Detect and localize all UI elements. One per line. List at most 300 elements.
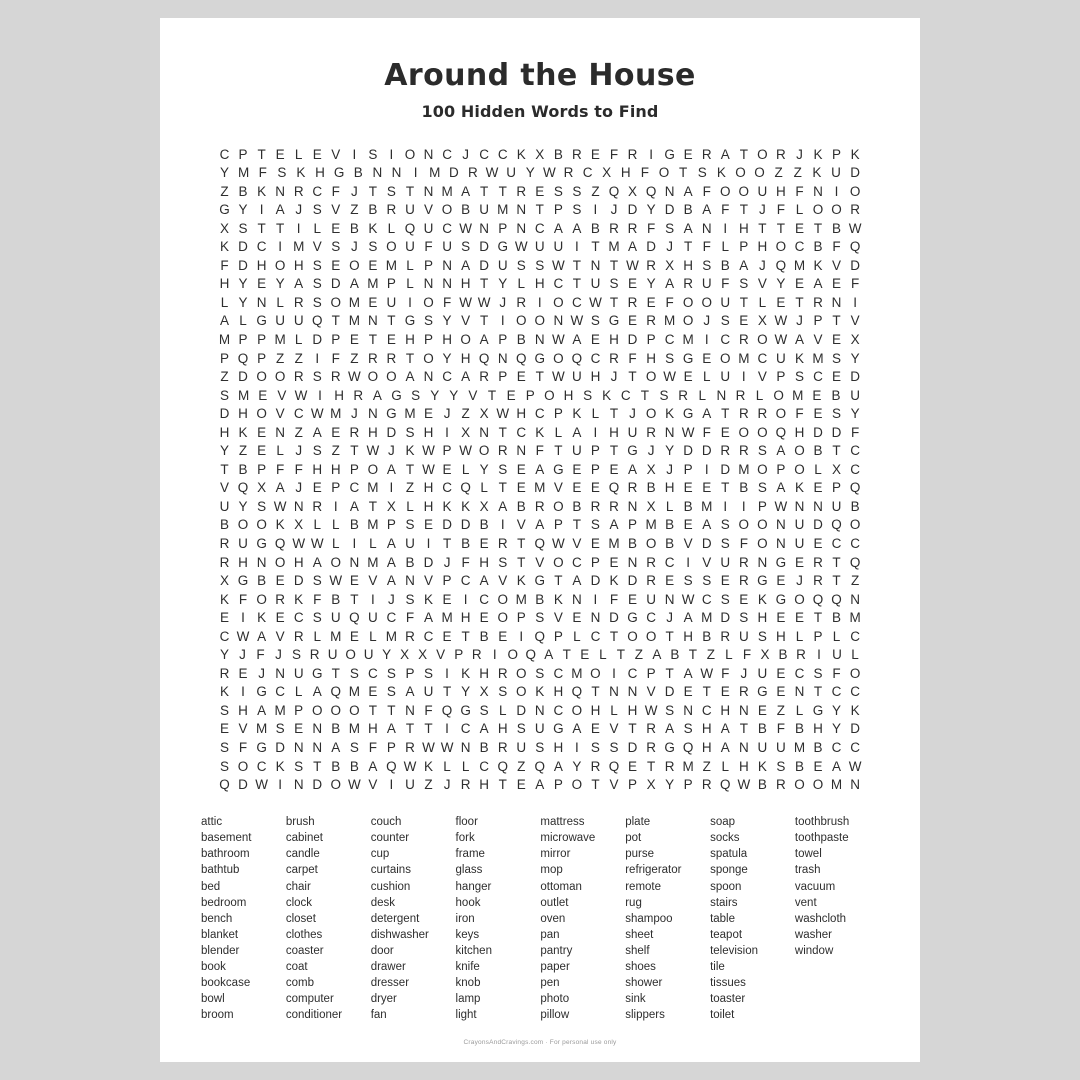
- grid-letter: F: [721, 276, 730, 292]
- grid-letter: O: [553, 294, 564, 310]
- grid-letter: O: [645, 536, 657, 551]
- grid-letter: I: [318, 387, 322, 403]
- grid-letter: E: [331, 257, 341, 273]
- grid-letter: D: [720, 461, 731, 477]
- grid-letter: E: [832, 276, 842, 292]
- word-list-item: television: [710, 944, 759, 957]
- grid-letter: A: [683, 220, 693, 236]
- grid-letter: E: [479, 536, 489, 551]
- grid-letter: C: [831, 684, 842, 700]
- grid-letter: M: [330, 406, 342, 422]
- grid-letter: U: [831, 498, 842, 514]
- grid-letter: J: [703, 313, 711, 329]
- grid-letter: W: [403, 758, 417, 774]
- grid-letter: B: [572, 498, 582, 514]
- grid-letter: T: [368, 183, 377, 199]
- grid-letter: K: [794, 350, 804, 366]
- grid-letter: B: [553, 146, 563, 162]
- grid-letter: T: [813, 220, 823, 236]
- grid-letter: S: [479, 702, 489, 718]
- grid-letter: S: [683, 573, 693, 589]
- grid-letter: C: [664, 554, 675, 570]
- grid-letter: D: [293, 573, 304, 589]
- word-list-item: spatula: [710, 848, 748, 861]
- grid-letter: P: [498, 220, 508, 236]
- grid-letter: T: [721, 480, 730, 496]
- grid-letter: P: [257, 461, 267, 477]
- grid-letter: S: [720, 591, 730, 607]
- grid-letter: R: [563, 165, 574, 181]
- grid-letter: O: [515, 684, 527, 700]
- grid-letter: I: [575, 239, 579, 255]
- grid-letter: H: [405, 331, 415, 347]
- grid-letter: C: [534, 220, 545, 236]
- grid-letter: L: [814, 461, 822, 477]
- grid-letter: O: [757, 461, 768, 477]
- grid-letter: P: [553, 406, 563, 422]
- grid-letter: A: [572, 573, 582, 589]
- grid-letter: H: [683, 257, 694, 273]
- grid-row: [216, 256, 864, 275]
- grid-letter: S: [219, 702, 229, 718]
- grid-letter: R: [497, 536, 508, 551]
- grid-letter: B: [757, 721, 767, 737]
- grid-letter: H: [368, 424, 378, 440]
- grid-letter: A: [535, 461, 545, 477]
- grid-letter: P: [454, 647, 464, 663]
- grid-letter: T: [832, 313, 841, 329]
- word-list-item: brush: [285, 816, 315, 829]
- grid-letter: F: [702, 239, 711, 255]
- grid-letter: D: [590, 573, 601, 589]
- grid-letter: J: [499, 294, 507, 310]
- grid-letter: H: [460, 350, 471, 366]
- grid-letter: E: [683, 517, 693, 533]
- grid-letter: N: [256, 554, 267, 570]
- grid-letter: S: [277, 165, 287, 181]
- grid-letter: S: [312, 276, 322, 292]
- grid-letter: J: [443, 777, 451, 793]
- grid-letter: N: [664, 424, 675, 440]
- grid-letter: R: [813, 294, 823, 310]
- grid-letter: I: [352, 536, 357, 551]
- grid-letter: Z: [517, 758, 526, 774]
- grid-letter: E: [275, 573, 285, 589]
- grid-letter: K: [794, 480, 804, 496]
- grid-letter: N: [683, 702, 694, 718]
- grid-letter: J: [388, 591, 395, 607]
- grid-letter: A: [683, 665, 693, 681]
- grid-letter: C: [794, 239, 805, 255]
- grid-letter: M: [792, 387, 804, 403]
- grid-letter: I: [352, 146, 357, 162]
- grid-letter: E: [535, 183, 545, 199]
- grid-letter: T: [480, 183, 489, 199]
- grid-letter: T: [517, 554, 526, 570]
- grid-letter: E: [219, 721, 229, 737]
- grid-letter: N: [372, 165, 383, 181]
- grid-row: [216, 739, 864, 758]
- grid-letter: H: [442, 331, 452, 347]
- grid-letter: J: [666, 461, 673, 477]
- grid-letter: C: [553, 276, 564, 292]
- grid-letter: H: [423, 424, 434, 440]
- grid-letter: E: [258, 387, 268, 403]
- grid-letter: O: [497, 610, 508, 626]
- grid-letter: T: [813, 684, 823, 700]
- grid-letter: W: [459, 443, 472, 459]
- grid-letter: K: [535, 424, 545, 440]
- word-list-item: mop: [540, 864, 563, 877]
- grid-letter: H: [738, 758, 749, 774]
- grid-letter: H: [330, 461, 341, 477]
- grid-letter: G: [757, 684, 768, 700]
- grid-letter: N: [497, 350, 508, 366]
- grid-letter: C: [794, 665, 805, 681]
- word-list-item: outlet: [540, 896, 569, 909]
- grid-letter: U: [293, 313, 304, 329]
- grid-letter: O: [720, 183, 731, 199]
- grid-letter: T: [795, 294, 804, 310]
- grid-letter: V: [275, 628, 285, 644]
- grid-letter: L: [369, 628, 377, 644]
- grid-letter: E: [516, 369, 526, 385]
- grid-letter: H: [256, 257, 267, 273]
- grid-letter: B: [778, 647, 788, 663]
- grid-letter: Z: [591, 183, 600, 199]
- grid-letter: S: [535, 665, 545, 681]
- grid-letter: C: [572, 554, 582, 570]
- word-list-item: window: [794, 944, 834, 957]
- grid-letter: R: [720, 628, 731, 644]
- grid-letter: O: [757, 146, 768, 162]
- grid-letter: Q: [534, 758, 546, 774]
- grid-letter: F: [238, 591, 248, 607]
- grid-letter: G: [256, 740, 267, 756]
- grid-letter: P: [553, 628, 563, 644]
- grid-letter: D: [312, 777, 323, 793]
- grid-letter: V: [498, 573, 508, 589]
- grid-letter: A: [553, 220, 563, 236]
- grid-letter: Z: [294, 350, 303, 366]
- word-list-item: oven: [540, 912, 566, 925]
- grid-letter: M: [645, 517, 657, 533]
- grid-letter: D: [386, 424, 397, 440]
- grid-letter: D: [813, 517, 823, 533]
- grid-letter: X: [479, 406, 489, 422]
- word-list-item: soap: [710, 816, 735, 829]
- grid-letter: P: [442, 443, 452, 459]
- grid-letter: T: [665, 665, 674, 681]
- grid-letter: A: [794, 331, 804, 347]
- grid-letter: T: [739, 202, 748, 218]
- grid-letter: O: [794, 443, 805, 459]
- grid-letter: U: [386, 294, 397, 310]
- grid-letter: S: [720, 517, 730, 533]
- grid-row: [216, 238, 864, 257]
- grid-letter: Y: [479, 461, 489, 477]
- word-list-item: clock: [285, 896, 313, 909]
- grid-letter: E: [442, 628, 452, 644]
- grid-letter: F: [535, 443, 544, 459]
- grid-row: [216, 219, 864, 238]
- grid-letter: J: [295, 480, 303, 496]
- grid-letter: W: [496, 406, 510, 422]
- grid-letter: A: [572, 424, 582, 440]
- grid-letter: R: [460, 777, 471, 793]
- grid-letter: C: [720, 331, 731, 347]
- grid-letter: W: [700, 665, 714, 681]
- word-list-item: frame: [455, 848, 485, 861]
- grid-letter: M: [701, 498, 713, 514]
- grid-letter: V: [850, 313, 860, 329]
- grid-letter: E: [757, 702, 767, 718]
- grid-letter: B: [720, 257, 730, 273]
- grid-letter: R: [813, 554, 823, 570]
- grid-letter: O: [720, 350, 731, 366]
- grid-letter: F: [258, 165, 267, 181]
- grid-letter: C: [479, 146, 490, 162]
- grid-letter: T: [554, 573, 563, 589]
- grid-letter: U: [293, 665, 304, 681]
- grid-letter: E: [572, 480, 582, 496]
- grid-letter: F: [832, 239, 841, 255]
- word-list-item: floor: [455, 816, 478, 829]
- grid-letter: M: [429, 165, 441, 181]
- grid-letter: L: [591, 406, 600, 422]
- word-list-item: light: [455, 1009, 477, 1022]
- word-list-item: pen: [540, 977, 560, 990]
- grid-letter: H: [479, 777, 490, 793]
- grid-letter: B: [832, 610, 842, 626]
- grid-letter: E: [776, 573, 786, 589]
- grid-letter: U: [219, 498, 230, 514]
- word-list-item: pantry: [540, 944, 573, 957]
- grid-letter: O: [849, 517, 861, 533]
- grid-letter: L: [313, 517, 321, 533]
- grid-letter: D: [275, 740, 286, 756]
- grid-letter: N: [738, 740, 749, 756]
- grid-letter: X: [418, 647, 428, 663]
- grid-letter: O: [682, 294, 694, 310]
- grid-letter: U: [534, 239, 545, 255]
- grid-letter: H: [627, 702, 638, 718]
- grid-letter: B: [739, 480, 749, 496]
- grid-letter: U: [506, 165, 517, 181]
- grid-letter: F: [331, 350, 340, 366]
- grid-letter: R: [349, 424, 360, 440]
- grid-letter: Y: [275, 276, 285, 292]
- grid-letter: D: [479, 239, 490, 255]
- grid-letter: E: [580, 647, 590, 663]
- grid-letter: J: [666, 239, 673, 255]
- grid-letter: E: [813, 406, 823, 422]
- grid-letter: Q: [775, 424, 787, 440]
- grid-letter: E: [331, 220, 341, 236]
- grid-letter: S: [535, 610, 545, 626]
- grid-letter: G: [775, 554, 787, 570]
- grid-letter: D: [238, 777, 248, 793]
- grid-letter: S: [697, 165, 707, 181]
- grid-letter: T: [220, 461, 229, 477]
- grid-letter: N: [391, 165, 402, 181]
- grid-letter: O: [345, 647, 356, 663]
- grid-letter: S: [349, 740, 359, 756]
- grid-letter: L: [294, 331, 303, 347]
- grid-letter: I: [370, 591, 375, 607]
- grid-letter: U: [423, 684, 434, 700]
- grid-letter: Y: [442, 313, 452, 329]
- grid-letter: G: [757, 573, 768, 589]
- grid-letter: J: [610, 369, 618, 385]
- grid-letter: M: [738, 461, 750, 477]
- grid-letter: I: [278, 777, 283, 793]
- grid-letter: O: [386, 239, 397, 255]
- grid-letter: S: [498, 461, 508, 477]
- grid-letter: I: [593, 424, 598, 440]
- word-list-item: desk: [370, 896, 395, 909]
- grid-letter: B: [405, 554, 415, 570]
- grid-letter: T: [609, 628, 619, 644]
- grid-letter: W: [459, 220, 472, 236]
- grid-letter: M: [682, 758, 694, 774]
- grid-letter: T: [572, 257, 582, 273]
- grid-letter: I: [278, 239, 283, 255]
- grid-letter: C: [423, 628, 434, 644]
- grid-letter: G: [627, 443, 638, 459]
- grid-letter: R: [627, 294, 638, 310]
- word-list: [201, 814, 879, 1023]
- grid-letter: M: [274, 331, 286, 347]
- grid-letter: F: [702, 424, 711, 440]
- word-list-item: dishwasher: [370, 928, 429, 941]
- grid-letter: O: [701, 294, 712, 310]
- grid-letter: V: [609, 777, 619, 793]
- grid-letter: L: [795, 702, 804, 718]
- grid-letter: E: [349, 573, 359, 589]
- grid-letter: V: [275, 406, 285, 422]
- word-list-item: washcloth: [794, 912, 847, 925]
- word-list-item: computer: [285, 993, 334, 1006]
- grid-letter: R: [534, 498, 545, 514]
- grid-letter: R: [516, 294, 527, 310]
- grid-letter: Q: [349, 610, 360, 626]
- grid-letter: O: [735, 165, 746, 181]
- grid-row: [216, 683, 864, 702]
- grid-letter: P: [553, 777, 563, 793]
- grid-letter: T: [554, 443, 563, 459]
- grid-letter: O: [553, 498, 564, 514]
- grid-letter: T: [487, 387, 497, 403]
- grid-letter: W: [366, 443, 380, 459]
- grid-letter: X: [386, 498, 396, 514]
- grid-letter: E: [349, 628, 359, 644]
- grid-letter: M: [682, 331, 694, 347]
- grid-letter: R: [497, 665, 508, 681]
- grid-letter: R: [219, 554, 230, 570]
- grid-letter: S: [386, 183, 396, 199]
- grid-letter: B: [665, 517, 675, 533]
- grid-letter: L: [702, 369, 711, 385]
- grid-letter: T: [498, 183, 507, 199]
- grid-letter: F: [776, 721, 786, 737]
- grid-letter: U: [572, 369, 582, 385]
- grid-letter: Q: [404, 220, 416, 236]
- grid-letter: R: [850, 202, 860, 218]
- grid-letter: G: [386, 406, 397, 422]
- grid-letter: F: [721, 665, 730, 681]
- grid-letter: Z: [424, 777, 433, 793]
- grid-letter: P: [294, 702, 304, 718]
- grid-letter: A: [349, 276, 359, 292]
- grid-letter: W: [644, 702, 658, 718]
- grid-letter: V: [702, 554, 712, 570]
- grid-letter: C: [256, 758, 267, 774]
- grid-letter: R: [516, 183, 527, 199]
- grid-letter: D: [312, 331, 323, 347]
- grid-letter: R: [646, 257, 656, 273]
- grid-letter: S: [832, 350, 842, 366]
- grid-letter: W: [329, 573, 343, 589]
- word-list-item: closet: [285, 912, 316, 925]
- grid-letter: H: [590, 702, 601, 718]
- grid-letter: T: [739, 294, 748, 310]
- word-list-column: [795, 814, 879, 1023]
- word-list-item: stairs: [710, 896, 738, 909]
- grid-letter: H: [423, 498, 434, 514]
- grid-letter: X: [219, 220, 229, 236]
- grid-letter: L: [698, 387, 706, 403]
- grid-letter: D: [850, 165, 860, 181]
- grid-letter: O: [274, 369, 286, 385]
- grid-letter: L: [517, 276, 525, 292]
- grid-letter: T: [368, 498, 377, 514]
- grid-letter: Q: [720, 777, 731, 793]
- word-list-item: mirror: [540, 848, 571, 861]
- grid-letter: N: [256, 294, 267, 310]
- grid-letter: R: [738, 331, 749, 347]
- grid-letter: P: [516, 610, 526, 626]
- grid-letter: Y: [430, 387, 440, 403]
- grid-letter: H: [293, 257, 304, 273]
- grid-letter: B: [479, 628, 489, 644]
- grid-letter: P: [832, 146, 842, 162]
- grid-letter: B: [850, 498, 860, 514]
- grid-row: [216, 182, 864, 201]
- grid-letter: N: [479, 424, 490, 440]
- grid-letter: N: [664, 591, 675, 607]
- word-list-item: chair: [285, 880, 311, 893]
- grid-letter: O: [460, 331, 471, 347]
- grid-letter: M: [497, 202, 509, 218]
- grid-letter: F: [640, 165, 650, 181]
- word-list-item: candle: [285, 848, 320, 861]
- grid-letter: B: [794, 758, 804, 774]
- grid-letter: N: [423, 276, 434, 292]
- grid-letter: G: [775, 591, 787, 607]
- grid-letter: W: [848, 220, 862, 236]
- grid-letter: Y: [238, 276, 248, 292]
- grid-letter: C: [256, 239, 267, 255]
- grid-letter: S: [516, 257, 526, 273]
- grid-letter: K: [553, 591, 563, 607]
- grid-letter: B: [683, 202, 693, 218]
- word-list-item: dryer: [370, 993, 397, 1006]
- grid-letter: R: [609, 350, 619, 366]
- grid-letter: E: [665, 573, 675, 589]
- grid-letter: V: [757, 369, 767, 385]
- grid-letter: K: [368, 220, 378, 236]
